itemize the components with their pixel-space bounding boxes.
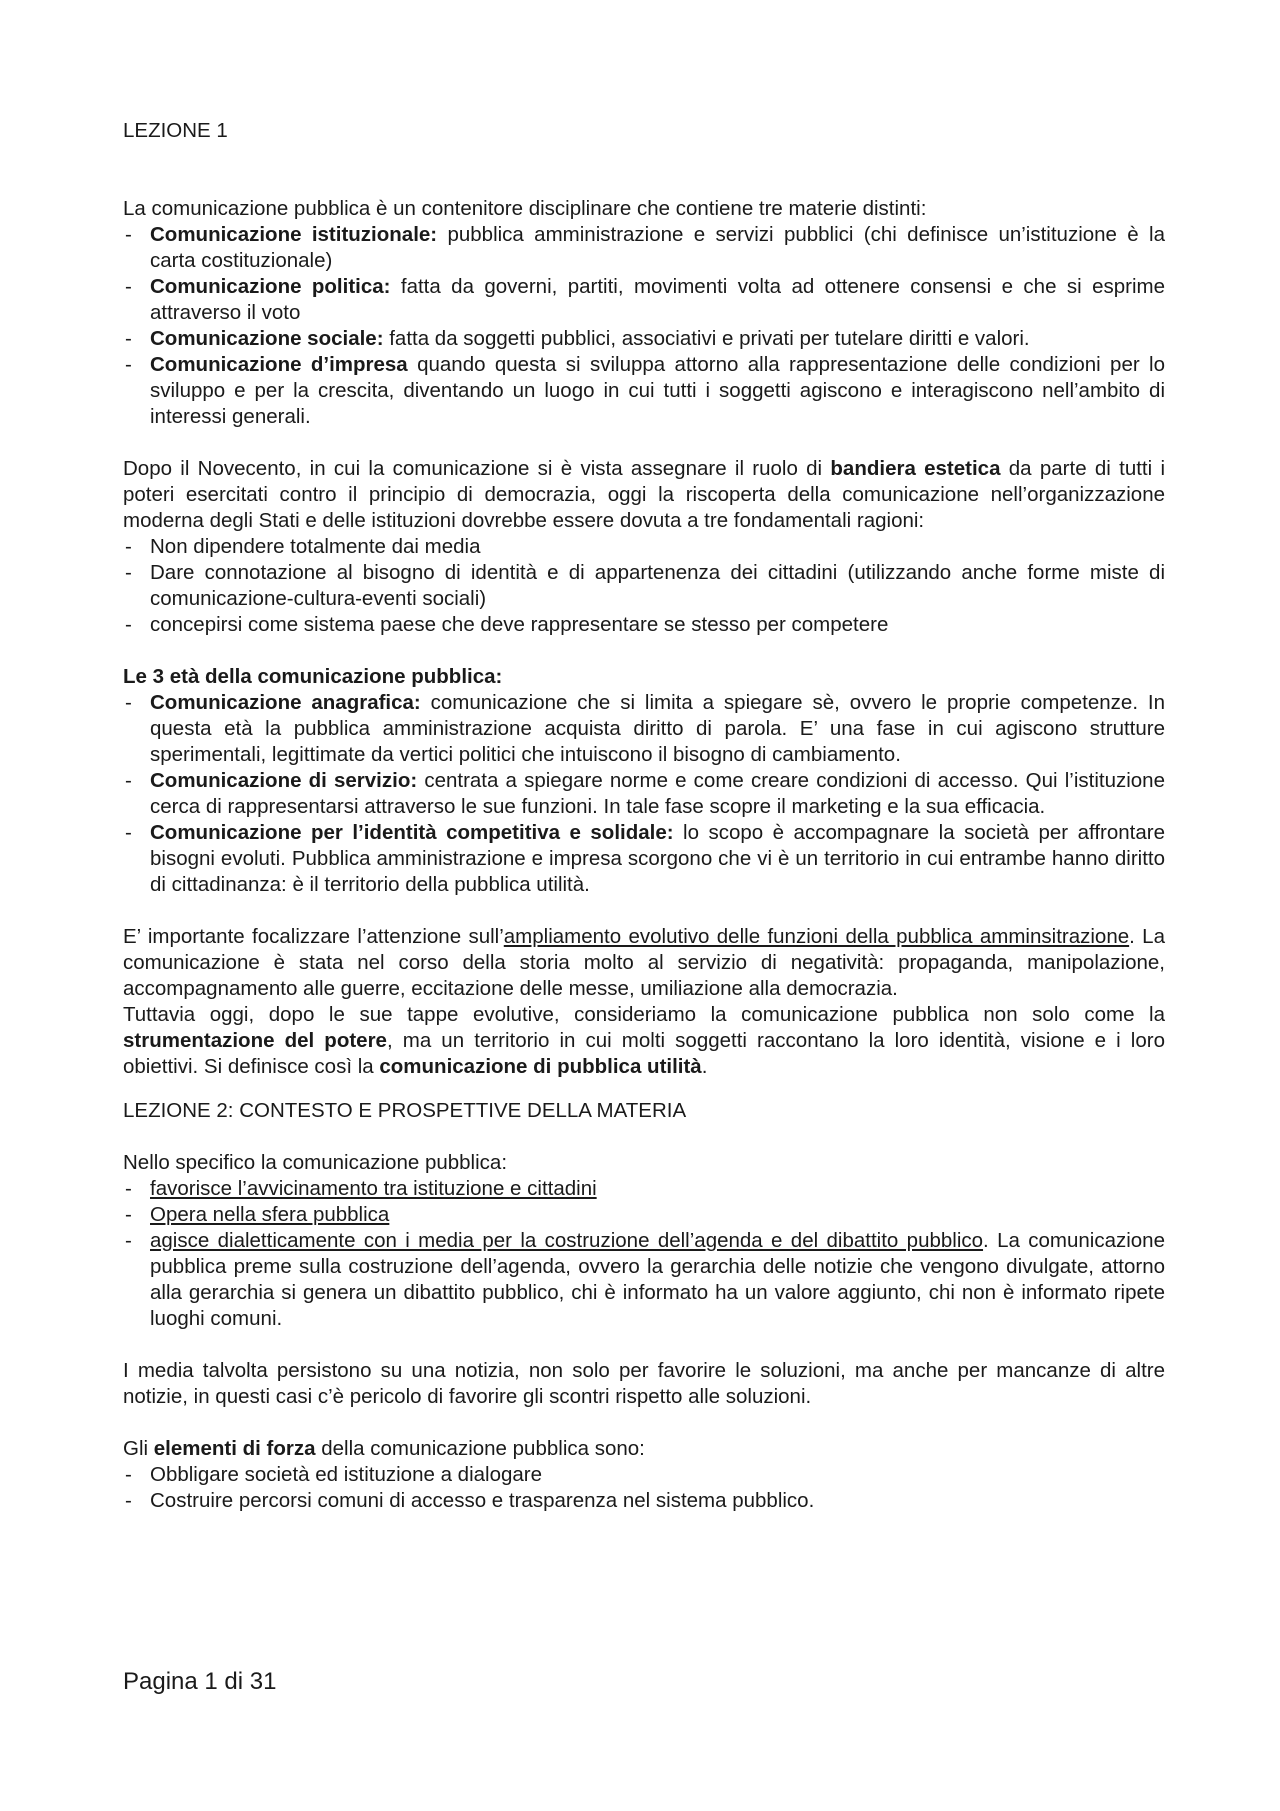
strengths-list	[123, 1462, 1165, 1514]
functions-list	[123, 1176, 1165, 1332]
list-item: - concepirsi come sistema paese che deve rappresentare se stesso per competere	[123, 612, 1165, 638]
underlined-run: favorisce l’avvicinamento tra istituzione e cittadini	[150, 1177, 597, 1200]
novecento-paragraph	[123, 456, 1165, 534]
text-run: E’ importante focalizzare l’attenzione sull’	[123, 925, 504, 948]
term: Comunicazione istituzionale:	[150, 223, 438, 246]
ages-list	[123, 690, 1165, 898]
term: Comunicazione politica:	[150, 275, 391, 298]
underlined-run: Opera nella sfera pubblica	[150, 1203, 390, 1226]
list-item: - Non dipendere totalmente dai media	[123, 534, 1165, 560]
list-item	[123, 352, 1165, 430]
text-run: Dopo il Novecento, in cui la comunicazione si è vista assegnare il ruolo di	[123, 457, 831, 480]
bold-run: strumentazione del potere	[123, 1029, 387, 1052]
text-run: da parte di tutti i poteri esercitati contro il principio di democrazia, oggi la riscoperta della comunicazione nell’organizzazione moderna degli Stati e delle istituzioni dovrebbe essere dovuta a tre fondamentali ragioni:	[123, 457, 1166, 532]
list-item	[123, 222, 1165, 274]
definition: centrata a spiegare norme e come creare condizioni di accesso. Qui l’istituzione cerca di rappresentarsi attraverso le sue funzioni. In tale fase scopre il marketing e la sua efficacia.	[150, 769, 1165, 818]
subjects-list	[123, 222, 1165, 430]
focus-paragraph	[123, 924, 1165, 1002]
text-run: , ma un territorio in cui molti soggetti raccontano la loro identità, visione e i loro obiettivi. Si definisce così la	[123, 1029, 1165, 1078]
lesson-2-title: LEZIONE 2: CONTESTO E PROSPETTIVE DELLA MATERIA	[123, 1099, 687, 1122]
definition: pubblica amministrazione e servizi pubblici (chi definisce un’istituzione è la carta costituzionale)	[150, 223, 1166, 272]
bold-run: elementi di forza	[153, 1437, 316, 1460]
lesson-1-title: LEZIONE 1	[123, 119, 228, 142]
list-item: - Dare connotazione al bisogno di identità e di appartenenza dei cittadini (utilizzando anche forme miste di comunicazione-cultura-eventi sociali)	[123, 560, 1165, 612]
media-paragraph: I media talvolta persistono su una notizia, non solo per favorire le soluzioni, ma anche per mancanze di altre notizie, in questi casi c’è pericolo di favorire gli scontri rispetto alle soluzioni.	[123, 1359, 1165, 1408]
list-item	[123, 768, 1165, 820]
strength-paragraph	[123, 1436, 1165, 1462]
text-run: Tuttavia oggi, dopo le sue tappe evolutive, consideriamo la comunicazione pubblica non solo come la	[123, 1003, 1165, 1026]
definition: comunicazione che si limita a spiegare sè, ovvero le proprie competenze. In questa età la pubblica amministrazione acquista diritto di parola. E’ una fase in cui agiscono strutture sperimentali, legittimate da vertici politici che intuiscono il bisogno di cambiamento.	[150, 691, 1166, 766]
document-page	[123, 118, 1165, 1514]
definition: quando questa si sviluppa attorno alla rappresentazione delle condizioni per lo sviluppo e per la crescita, diventando un luogo in cui tutti i soggetti agiscono e interagiscono nell’ambito di interessi generali.	[150, 353, 1166, 428]
text-run: .	[701, 1055, 708, 1078]
text-run: Gli	[123, 1437, 154, 1460]
term: Comunicazione anagrafica:	[150, 691, 421, 714]
list-item	[123, 274, 1165, 326]
reasons-list	[123, 534, 1165, 638]
ages-title	[123, 664, 1165, 690]
term: Comunicazione d’impresa	[150, 353, 408, 376]
lesson-1-intro: La comunicazione pubblica è un contenitore disciplinare che contiene tre materie distinti:	[123, 197, 927, 220]
underlined-run: agisce dialetticamente con i media per la costruzione dell’agenda e del dibattito pubblico	[150, 1229, 984, 1252]
bold-run: comunicazione di pubblica utilità	[379, 1055, 702, 1078]
term: Comunicazione per l’identità competitiva e solidale:	[150, 821, 674, 844]
text-run: . La comunicazione è stata nel corso della storia molto al servizio di negatività: propaganda, manipolazione, accompagnamento alle guerre, eccitazione delle messe, umiliazione alla democrazia.	[123, 925, 1165, 1000]
list-item	[123, 326, 1165, 352]
bold-run: bandiera estetica	[830, 457, 1001, 480]
definition: lo scopo è accompagnare la società per affrontare bisogni evoluti. Pubblica amministrazione e impresa scorgono che vi è un territorio in cui entrambe hanno diritto di cittadinanza: è il territorio della pubblica utilità.	[150, 821, 1165, 896]
today-paragraph	[123, 1002, 1165, 1080]
list-item: - Costruire percorsi comuni di accesso e trasparenza nel sistema pubblico.	[123, 1488, 1165, 1514]
text-run: . La comunicazione pubblica preme sulla costruzione dell’agenda, ovvero la gerarchia delle notizie che vengono divulgate, attorno alla gerarchia si genera un dibattito pubblico, chi è informato ha un valore aggiunto, chi non è informato ripete luoghi comuni.	[150, 1229, 1165, 1330]
text-run: della comunicazione pubblica sono:	[315, 1437, 645, 1460]
list-item	[123, 1228, 1165, 1332]
definition: fatta da governi, partiti, movimenti volta ad ottenere consensi e che si esprime attraverso il voto	[150, 275, 1165, 324]
page-number: Pagina 1 di 31	[123, 1668, 277, 1695]
list-item: - Obbligare società ed istituzione a dialogare	[123, 1462, 1165, 1488]
list-item	[123, 690, 1165, 768]
underlined-run: ampliamento evolutivo delle funzioni della pubblica amminsitrazione	[503, 925, 1130, 948]
lesson-2-intro: Nello specifico la comunicazione pubblica:	[123, 1151, 508, 1174]
list-item	[123, 1202, 1165, 1228]
term: Comunicazione di servizio:	[150, 769, 418, 792]
term: Comunicazione sociale:	[150, 327, 384, 350]
list-item	[123, 820, 1165, 898]
list-item	[123, 1176, 1165, 1202]
bold-run: Le 3 età della comunicazione pubblica:	[123, 665, 503, 688]
definition: fatta da soggetti pubblici, associativi e privati per tutelare diritti e valori.	[383, 327, 1030, 350]
